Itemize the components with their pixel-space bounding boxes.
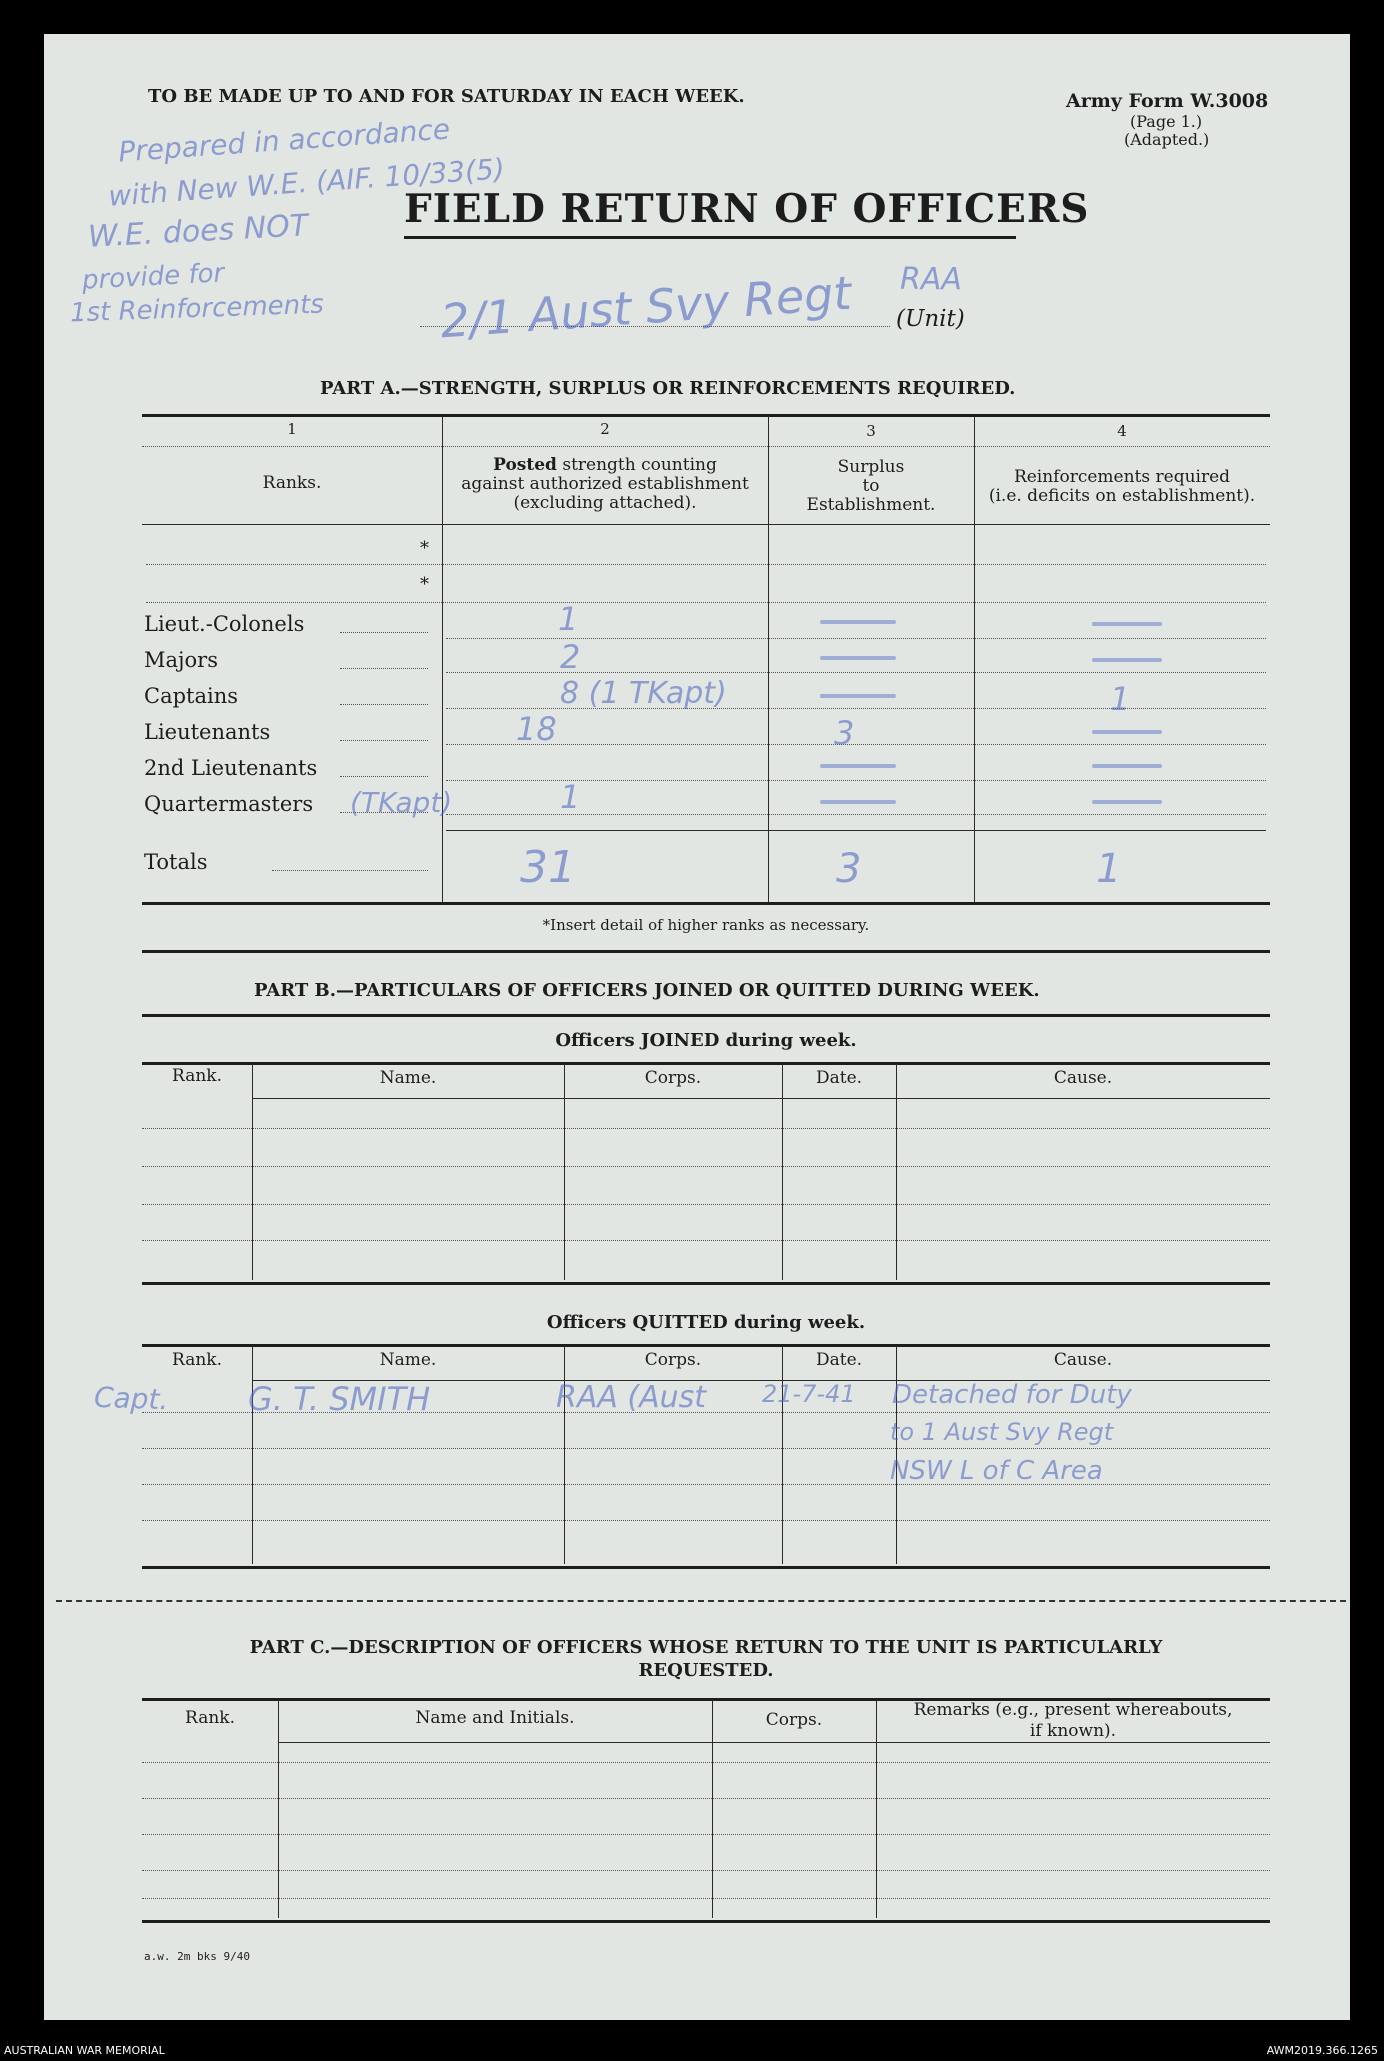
part-c-remarks-line-1: Remarks (e.g., present whereabouts, [913, 1700, 1233, 1720]
surplus-dash [820, 620, 896, 624]
rank-label-lieutenants: Lieutenants [144, 720, 271, 744]
rank-label-2nd-lieutenants: 2nd Lieutenants [144, 756, 318, 780]
quitted-table-top-rule [142, 1344, 1270, 1347]
posted-majors: 2 [560, 638, 581, 676]
quitted-divider [782, 1346, 783, 1564]
quitted-col-name: Name. [379, 1350, 437, 1370]
rank-leader-dots [272, 870, 428, 871]
part-a-col-number-4: 4 [1117, 422, 1127, 440]
posted-header-rest: strength counting [556, 455, 717, 475]
posted-lieutenants: 18 [516, 710, 557, 748]
part-a-bottom-rule [142, 902, 1270, 905]
posted-header-line-2: against authorized establishment [461, 474, 749, 494]
part-a-col-number-2: 2 [600, 420, 610, 438]
joined-table-bottom-rule [142, 1282, 1270, 1285]
blank-rank-row-1 [146, 564, 1266, 565]
posted-captains: 8 (1 TKapt) [560, 676, 727, 711]
page-title: FIELD RETURN OF OFFICERS [404, 186, 1090, 232]
joined-row-rule [142, 1128, 1270, 1129]
joined-divider [896, 1064, 897, 1280]
surplus-header-line-3: Establishment. [806, 495, 936, 515]
surplus-dash [820, 694, 896, 698]
asterisk-marker-1: * [420, 538, 429, 559]
blank-rank-row-2 [146, 602, 1266, 603]
quitted-row-rule [142, 1448, 1270, 1449]
rank-label-captains: Captains [144, 684, 239, 708]
joined-col-cause: Cause. [1053, 1068, 1113, 1088]
ranks-column-header: Ranks. [262, 473, 322, 493]
surplus-dash [820, 764, 896, 768]
rank-label-quartermasters: Quartermasters [144, 792, 314, 816]
handwritten-note-line-5: 1st Reinforcements [69, 289, 325, 329]
archive-name: AUSTRALIAN WAR MEMORIAL [4, 2044, 165, 2057]
print-code: a.w. 2m bks 9/40 [144, 1950, 250, 1963]
part-c-heading [142, 1636, 1270, 1682]
surplus-column-header [768, 458, 974, 515]
joined-header-rule [252, 1098, 1270, 1099]
reinforcements-header-line-1: Reinforcements required [1013, 467, 1231, 487]
quitted-entry-rank: Capt. [93, 1380, 169, 1417]
part-a-heading: PART A.—STRENGTH, SURPLUS OR REINFORCEMENTS REQUIRED. [320, 378, 1016, 399]
joined-divider [782, 1064, 783, 1280]
rank-label-lieut-colonels: Lieut.-Colonels [144, 612, 305, 636]
quitted-entry-name: G. T. SMITH [248, 1380, 431, 1418]
part-a-col-number-1: 1 [287, 420, 297, 438]
part-c-col-remarks [876, 1700, 1270, 1742]
part-c-row-rule [142, 1798, 1270, 1799]
part-c-divider [278, 1700, 279, 1918]
joined-row-rule [142, 1166, 1270, 1167]
reinforcements-column-header [974, 468, 1270, 506]
quitted-col-rank: Rank. [172, 1350, 222, 1370]
part-c-col-rank: Rank. [185, 1708, 235, 1728]
joined-row-rule [142, 1240, 1270, 1241]
part-a-totals-rule [446, 830, 1266, 831]
reinforcement-dash [1092, 622, 1162, 626]
rank-leader-dots [340, 704, 428, 705]
rank-label-majors: Majors [144, 648, 218, 672]
title-underline [404, 236, 1016, 239]
joined-title-pre: Officers [555, 1030, 641, 1051]
joined-table-title [142, 1030, 1270, 1051]
posted-totals: 31 [520, 842, 576, 893]
quitted-col-cause: Cause. [1053, 1350, 1113, 1370]
joined-divider [564, 1064, 565, 1280]
surplus-totals: 3 [836, 846, 862, 892]
reinforcement-dash [1092, 800, 1162, 804]
part-c-row-rule [142, 1898, 1270, 1899]
part-a-footnote-rule [142, 950, 1270, 953]
part-c-heading-line-1: PART C.—DESCRIPTION OF OFFICERS WHOSE RETURN TO THE UNIT IS PARTICULARLY [249, 1637, 1163, 1658]
quitted-entry-cause-line-3: NSW L of C Area [890, 1456, 1103, 1486]
rank-row-rule-4 [446, 744, 1266, 745]
part-b-top-rule [142, 1014, 1270, 1017]
part-b-heading: PART B.—PARTICULARS OF OFFICERS JOINED OR QUITTED DURING WEEK. [254, 980, 1040, 1001]
tear-off-line [56, 1600, 1346, 1602]
reinforcements-totals: 1 [1096, 846, 1122, 892]
handwritten-note-line-1: Prepared in accordance [117, 112, 452, 169]
posted-quartermasters: 1 [560, 778, 581, 816]
surplus-dash [820, 800, 896, 804]
handwritten-note-line-4: provide for [81, 258, 225, 296]
surplus-header-line-1: Surplus [837, 457, 905, 477]
part-c-row-rule [142, 1834, 1270, 1835]
part-c-divider [876, 1700, 877, 1918]
part-c-row-rule [142, 1870, 1270, 1871]
form-instruction: TO BE MADE UP TO AND FOR SATURDAY IN EACH WEEK. [148, 86, 745, 107]
quitted-col-corps: Corps. [644, 1350, 702, 1370]
part-a-col-number-3: 3 [866, 422, 876, 440]
archive-strip [0, 2042, 1384, 2061]
part-c-divider [712, 1700, 713, 1918]
joined-col-date: Date. [815, 1068, 863, 1088]
form-number: Army Form W.3008 [1066, 90, 1269, 112]
quitted-title-post: during week. [727, 1312, 866, 1333]
posted-lieut-colonels: 1 [558, 600, 579, 638]
handwritten-unit-suffix: RAA [900, 262, 962, 297]
handwritten-note-line-3: W.E. does NOT [87, 208, 309, 255]
asterisk-marker-2: * [420, 574, 429, 595]
form-page-number: (Page 1.) [1130, 112, 1203, 131]
quitted-entry-date: 21-7-41 [762, 1380, 856, 1408]
part-c-remarks-line-2: if known). [1029, 1721, 1117, 1741]
surplus-lieutenants: 3 [834, 714, 855, 752]
joined-col-name: Name. [379, 1068, 437, 1088]
reinforcement-dash [1092, 658, 1162, 662]
rank-leader-dots [340, 776, 428, 777]
quitted-row-rule [142, 1520, 1270, 1521]
joined-row-rule [142, 1204, 1270, 1205]
part-a-header-rule [142, 524, 1270, 525]
quitted-col-date: Date. [815, 1350, 863, 1370]
joined-col-rank: Rank. [172, 1066, 222, 1086]
part-a-top-rule [142, 414, 1270, 417]
rank-leader-dots [340, 668, 428, 669]
reinforcements-captains: 1 [1110, 680, 1131, 718]
form-adapted-note: (Adapted.) [1124, 130, 1210, 149]
joined-divider [252, 1064, 253, 1280]
reinforcement-dash [1092, 730, 1162, 734]
part-a-footnote: *Insert detail of higher ranks as necessary. [542, 916, 870, 934]
surplus-dash [820, 656, 896, 660]
quitted-title-key: QUITTED [632, 1312, 728, 1333]
part-c-heading-line-2: REQUESTED. [638, 1660, 774, 1681]
posted-column-header [442, 456, 768, 513]
quitted-divider [252, 1346, 253, 1564]
joined-col-corps: Corps. [644, 1068, 702, 1088]
rank-leader-dots [340, 740, 428, 741]
part-c-row-rule [142, 1762, 1270, 1763]
quitted-entry-corps: RAA (Aust [556, 1380, 707, 1415]
quitted-entry-cause-line-1: Detached for Duty [892, 1380, 1132, 1410]
quitted-divider [564, 1346, 565, 1564]
posted-header-bold: Posted [493, 455, 557, 475]
rank-leader-dots [340, 632, 428, 633]
part-c-col-name: Name and Initials. [415, 1708, 575, 1728]
quitted-title-pre: Officers [546, 1312, 633, 1333]
part-a-number-row-rule [142, 446, 1270, 447]
joined-title-post: during week. [719, 1030, 857, 1051]
unit-label: (Unit) [896, 306, 965, 332]
reinforcement-dash [1092, 764, 1162, 768]
surplus-header-line-2: to [862, 476, 880, 496]
totals-label: Totals [144, 850, 208, 874]
part-c-header-rule [278, 1742, 1270, 1743]
quitted-divider [896, 1346, 897, 1564]
part-c-col-corps: Corps. [765, 1710, 823, 1730]
handwritten-note-line-2: with New W.E. (AIF. 10/33(5) [107, 152, 506, 213]
handwritten-qm-note: (TKapt) [350, 786, 453, 819]
quitted-entry-cause-line-2: to 1 Aust Svy Regt [890, 1418, 1114, 1446]
joined-title-key: JOINED [640, 1030, 720, 1051]
joined-table-top-rule [142, 1062, 1270, 1065]
quitted-table-bottom-rule [142, 1566, 1270, 1569]
reinforcements-header-line-2: (i.e. deficits on establishment). [988, 486, 1256, 506]
posted-header-line-3: (excluding attached). [513, 493, 697, 513]
archive-reference: AWM2019.366.1265 [1266, 2044, 1378, 2057]
handwritten-unit-name: 2/1 Aust Svy Regt [438, 265, 854, 349]
quitted-table-title [142, 1312, 1270, 1333]
part-c-bottom-rule [142, 1920, 1270, 1923]
